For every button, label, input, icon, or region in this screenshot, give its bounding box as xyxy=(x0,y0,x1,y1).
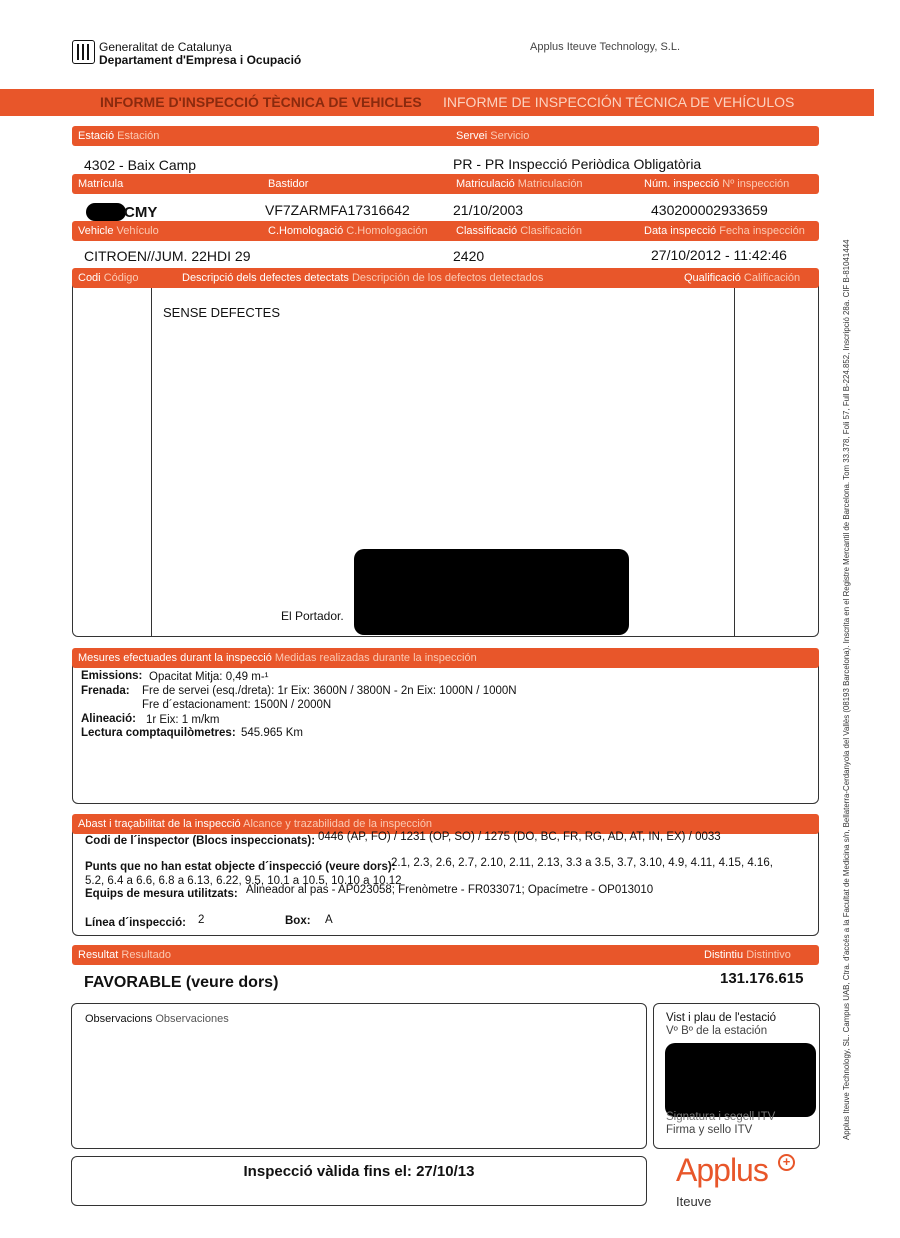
alineacio-label: Alineació: xyxy=(81,713,136,725)
label-vehicle-ca: Vehicle xyxy=(78,225,114,237)
title-ca: INFORME D'INSPECCIÓ TÈCNICA DE VEHICLES xyxy=(100,94,422,110)
label-data xyxy=(644,225,805,237)
label-resultat-es: Resultado xyxy=(121,949,171,961)
firma-label-ca: Signatura i segell ITV xyxy=(666,1111,776,1123)
label-vehicle-es: Vehículo xyxy=(116,225,159,237)
label-num-es: Nº inspección xyxy=(722,178,790,190)
label-matricula: Matrícula xyxy=(78,178,124,190)
frenada-value-1: Fre de servei (esq./dreta): 1r Eix: 3600N / 3800N - 2n Eix: 1000N / 1000N xyxy=(142,685,517,697)
classificacio-value: 2420 xyxy=(453,248,485,264)
label-homol-es: C.Homologación xyxy=(346,225,428,237)
side-legal-text xyxy=(842,130,851,1140)
applus-logo xyxy=(676,1152,791,1189)
label-distintiu xyxy=(704,949,791,961)
scope-title-ca: Abast i traçabilitat de la inspecció xyxy=(78,818,241,830)
bastidor-value: VF7ZARMFA17316642 xyxy=(265,202,410,218)
applus-sub: Iteuve xyxy=(676,1194,712,1209)
measures-header xyxy=(72,648,819,668)
label-distintiu-es: Distintivo xyxy=(746,949,791,961)
row3-header xyxy=(72,221,819,241)
label-servei-es: Servicio xyxy=(490,130,530,142)
distintiu-value: 131.176.615 xyxy=(720,970,804,987)
box-label: Box: xyxy=(285,915,311,927)
punts-value-2: 5.2, 6.4 a 6.6, 6.8 a 6.13, 6.22, 9.5, 10.1 a 10.5, 10.10 a 10.12 xyxy=(85,875,402,887)
matriculacio-value: 21/10/2003 xyxy=(453,202,524,218)
label-desc-ca: Descripció dels defectes detectats xyxy=(182,272,349,284)
side-legal-text-content: Applus Iteuve Technology, SL. Campus UAB, Ctra. d'accés a la Facultat de Medicina s/n, Bellaterra-Cerdanyola del Vallès (08193 Barcelona). Inscrita en el Registre Mercantil de Barcelona. Tom 33.378, Foli 57, Full B-224.852, Inscripció 28a. CIF B-81041444 xyxy=(842,239,851,1140)
label-distintiu-ca: Distintiu xyxy=(704,949,744,961)
vehicle-value: CITROEN//JUM. 22HDI 29 xyxy=(84,248,251,264)
label-descripcio xyxy=(182,272,543,284)
label-bastidor: Bastidor xyxy=(268,178,309,190)
label-codi xyxy=(78,272,139,284)
generalitat-logo-icon xyxy=(72,40,95,64)
row2-header xyxy=(72,174,819,194)
vist-label-es: Vº Bº de la estación xyxy=(666,1025,768,1037)
measures-title xyxy=(78,652,477,664)
observations-label xyxy=(85,1013,229,1025)
codi-inspector-value: 0446 (AP, FO) / 1231 (OP, SO) / 1275 (DO, BC, FR, RG, AD, AT, IN, EX) / 0033 xyxy=(318,831,721,843)
observations-label-ca: Observacions xyxy=(85,1013,153,1025)
label-matriculacio-ca: Matriculació xyxy=(456,178,515,190)
label-servei xyxy=(456,130,529,142)
label-codi-es: Código xyxy=(103,272,139,284)
gov-line1: Generalitat de Catalunya xyxy=(99,40,232,54)
applus-plus-icon: + xyxy=(778,1154,795,1171)
redaction-signature xyxy=(354,549,629,635)
equips-label: Equips de mesura utilitzats: xyxy=(85,888,238,900)
label-codi-ca: Codi xyxy=(78,272,101,284)
data-value: 27/10/2012 - 11:42:46 xyxy=(651,247,787,263)
defects-text: SENSE DEFECTES xyxy=(163,305,281,320)
scope-title xyxy=(78,818,432,830)
observations-label-es: Observaciones xyxy=(155,1013,229,1025)
label-homologacio xyxy=(268,225,428,237)
label-servei-ca: Servei xyxy=(456,130,488,142)
label-classif-es: Clasificación xyxy=(520,225,582,237)
punts-label: Punts que no han estat objecte d´inspecció (veure dors): xyxy=(85,861,396,873)
row1-header xyxy=(72,126,819,146)
box-value: A xyxy=(325,914,333,926)
emissions-label: Emissions: xyxy=(81,670,143,682)
label-qualificacio xyxy=(684,272,800,284)
label-desc-es: Descripción de los defectos detectados xyxy=(351,272,544,284)
validity-text: Inspecció vàlida fins el: 27/10/13 xyxy=(243,1163,475,1180)
result-value: FAVORABLE (veure dors) xyxy=(84,974,279,991)
label-estacio-ca: Estació xyxy=(78,130,115,142)
label-num-ca: Núm. inspecció xyxy=(644,178,720,190)
label-estacio xyxy=(78,130,159,142)
label-qual-ca: Qualificació xyxy=(684,272,741,284)
punts-value-1: 2.1, 2.3, 2.6, 2.7, 2.10, 2.11, 2.13, 3.3 a 3.5, 3.7, 3.10, 4.9, 4.11, 4.15, 4.16, xyxy=(391,857,773,869)
label-matriculacio xyxy=(456,178,583,190)
lectura-value: 545.965 Km xyxy=(241,727,304,739)
scope-title-es: Alcance y trazabilidad de la inspección xyxy=(243,818,433,830)
title-es: INFORME DE INSPECCIÓN TÉCNICA DE VEHÍCULOS xyxy=(443,94,795,110)
firma-label-es: Firma y sello ITV xyxy=(666,1124,753,1136)
result-header xyxy=(72,945,819,965)
applus-brand: Applus xyxy=(676,1152,768,1188)
equips-value: Alineador al pas - AP023058; Frenòmetre - FR033071; Opacímetre - OP013010 xyxy=(246,884,654,896)
label-classificacio xyxy=(456,225,582,237)
lectura-label: Lectura comptaquilòmetres: xyxy=(81,727,236,739)
gov-line2: Departament d'Empresa i Ocupació xyxy=(99,53,302,67)
label-data-ca: Data inspecció xyxy=(644,225,717,237)
redaction-plate xyxy=(86,203,126,221)
alineacio-value: 1r Eix: 1 m/km xyxy=(146,714,220,726)
emissions-value: Opacitat Mitja: 0,49 m-¹ xyxy=(149,671,269,683)
vist-label-ca: Vist i plau de l'estació xyxy=(666,1012,777,1024)
codi-inspector-label: Codi de l´inspector (Blocs inspeccionats): xyxy=(85,835,316,847)
matricula-value: CMY xyxy=(124,204,158,221)
label-data-es: Fecha inspección xyxy=(719,225,805,237)
label-matriculacio-es: Matriculación xyxy=(517,178,583,190)
estacio-value: 4302 - Baix Camp xyxy=(84,157,197,173)
num-inspeccio-value: 430200002933659 xyxy=(651,202,768,218)
label-num-inspeccio xyxy=(644,178,789,190)
linea-value: 2 xyxy=(198,914,205,926)
label-qual-es: Calificación xyxy=(743,272,801,284)
defects-header xyxy=(72,268,819,288)
label-estacio-es: Estación xyxy=(117,130,160,142)
label-classif-ca: Classificació xyxy=(456,225,518,237)
label-vehicle xyxy=(78,225,159,237)
label-homol-ca: C.Homologació xyxy=(268,225,344,237)
measures-title-es: Medidas realizadas durante la inspección xyxy=(274,652,477,664)
title-bar xyxy=(0,89,874,116)
label-resultat-ca: Resultat xyxy=(78,949,119,961)
servei-value: PR - PR Inspecció Periòdica Obligatòria xyxy=(453,156,702,172)
portador-label: El Portador. xyxy=(281,609,344,623)
linea-label: Línea d´inspecció: xyxy=(85,917,186,929)
company-name: Applus Iteuve Technology, S.L. xyxy=(530,41,681,53)
label-resultat xyxy=(78,949,171,961)
measures-title-ca: Mesures efectuades durant la inspecció xyxy=(78,652,272,664)
defects-col-divider-1 xyxy=(151,288,152,636)
redaction-stamp xyxy=(665,1043,816,1117)
frenada-label: Frenada: xyxy=(81,685,130,697)
frenada-value-2: Fre d´estacionament: 1500N / 2000N xyxy=(142,699,332,711)
defects-col-divider-2 xyxy=(734,288,735,636)
